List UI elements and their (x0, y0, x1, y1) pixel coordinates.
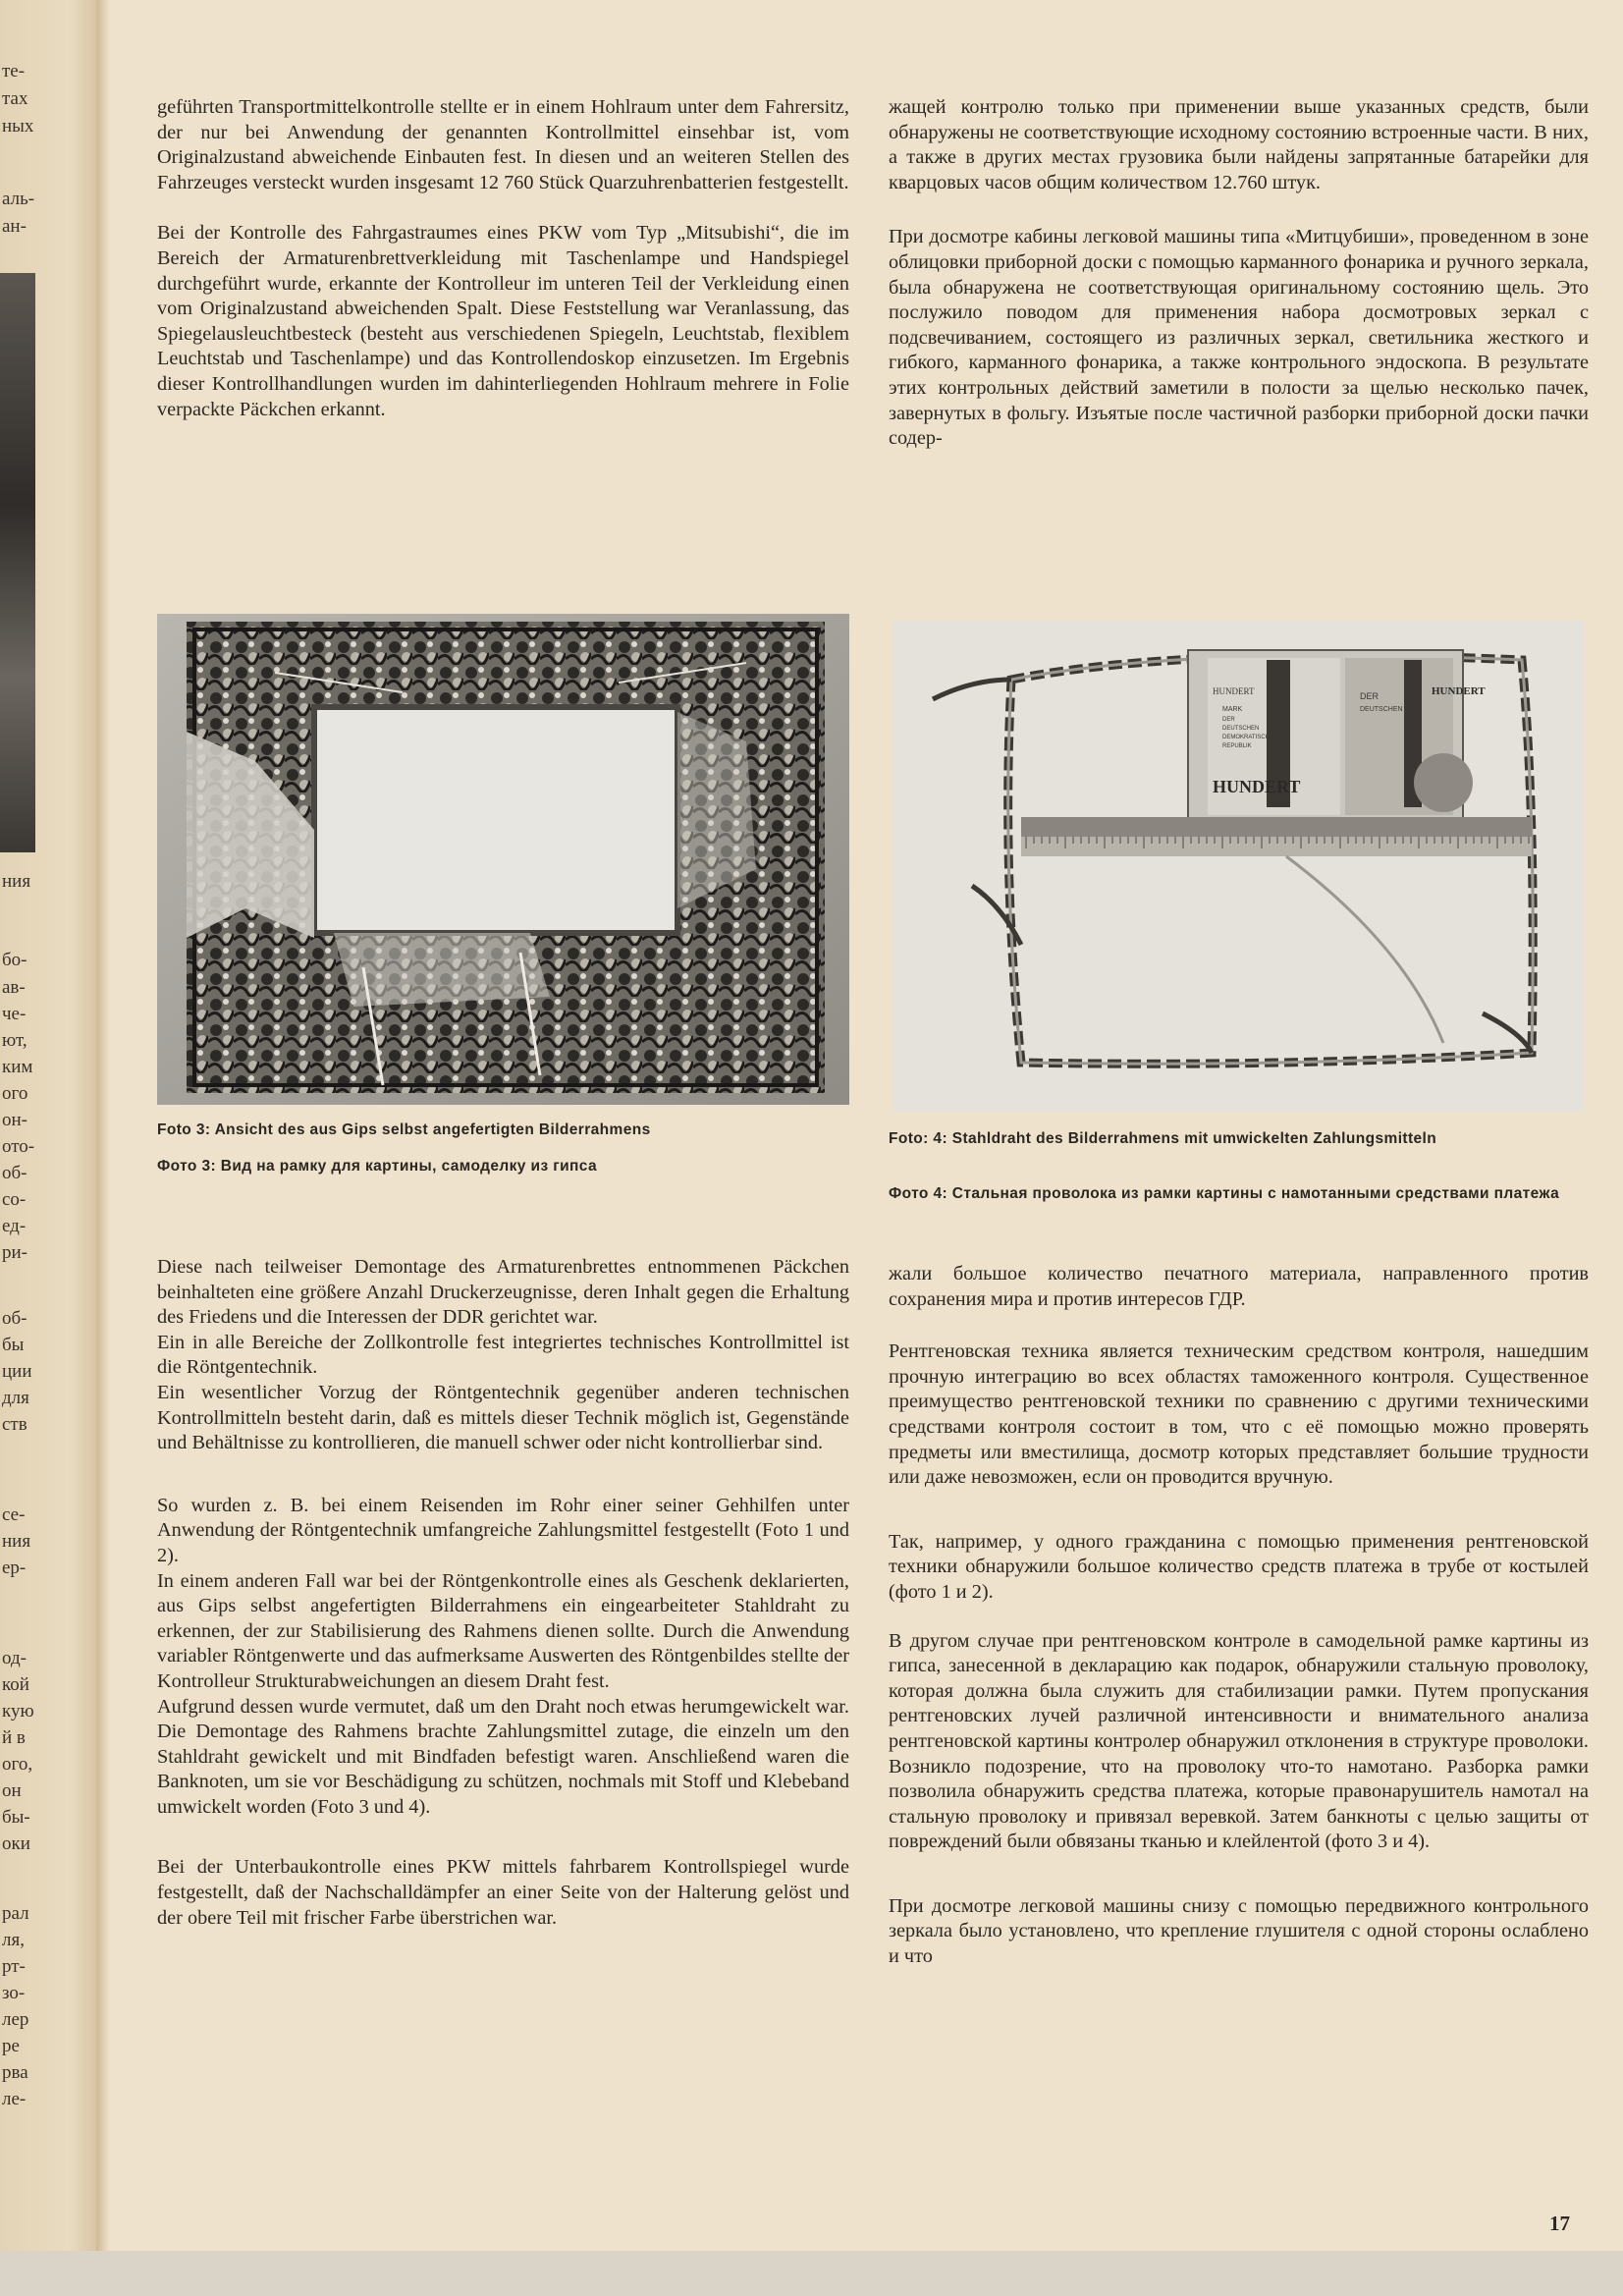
photo-3-caption-russian: Фото 3: Вид на рамку для картины, самоделку из гипса (157, 1158, 598, 1175)
banknote-text: DEMOKRATISCHEN (1222, 735, 1278, 740)
russian-column-bottom (889, 1262, 1589, 1970)
banknote-text: HUNDERT (1432, 685, 1486, 697)
banknote-text: DER (1222, 717, 1235, 723)
scan-bottom-edge (0, 2251, 1623, 2296)
previous-page-fragment: он (2, 1780, 22, 1801)
previous-page-fragment: бы- (2, 1807, 30, 1828)
previous-page-fragment: ют, (2, 1030, 27, 1051)
previous-page-fragment: ных (2, 116, 34, 137)
photo-4-caption-russian: Фото 4: Стальная проволока из рамки картины с намотанными средствами платежа (889, 1185, 1560, 1202)
banknote-text: MARK (1222, 706, 1243, 713)
previous-page-fragment: ер- (2, 1558, 27, 1578)
german-paragraph: In einem anderen Fall war bei der Röntgenkontrolle eines als Geschenk deklarierten, aus Gips selbst angefertigten Bilderrahmens ein eingearbeiteter Stahldraht zu erkennen, der zur Stabilisierung des Rahmens dienen sollte. Durch die Anwendung variabler Röntgenwerte und das aufmerksame Auswerten des Röntgenbildes stellte der Kontrolleur Strukturabweichungen an diesem Draht fest. (157, 1569, 849, 1692)
russian-paragraph: При досмотре легковой машины снизу с помощью передвижного контрольного зеркала было установлено, что крепление глушителя с одной стороны ослаблено и что (889, 1894, 1589, 1968)
previous-page-fragment: кой (2, 1674, 29, 1695)
photo-4-caption-german: Foto: 4: Stahldraht des Bilderrahmens mit umwickelten Zahlungsmitteln (889, 1130, 1437, 1147)
russian-paragraph: При досмотре кабины легковой машины типа «Митцубиши», проведенном в зоне облицовки приборной доски с помощью карманного фонарика и ручного зеркала, была обнаружена не соответствующая оригинальному состоянию щель. Это послужило поводом для применения набора досмотровых зеркал с подсвечиванием, состоящего из различных зеркал, светильника жесткого и гибкого, карманного фонарика, а также контрольного эндоскопа. В результате этих контрольных действий заметили в полости за щелью несколько пачек, завернутых в фольгу. Изъятые после частичной разборки приборной доски пачки содер- (889, 226, 1589, 450)
previous-page-fragment: ния (2, 871, 31, 892)
previous-page-fragment: бо- (2, 950, 27, 970)
previous-page-fragment: од- (2, 1648, 27, 1668)
russian-paragraph: Так, например, у одного гражданина с помощью применения рентгеновской техники обнаружили большое количество средств платежа в трубе от костылей (фото 1 и 2). (889, 1530, 1589, 1603)
russian-paragraph: жали большое количество печатного материала, направленного против сохранения мира и против интересов ГДР. (889, 1263, 1589, 1310)
previous-page-fragment: че- (2, 1004, 27, 1024)
german-paragraph: Bei der Kontrolle des Fahrgastraumes eines PKW vom Typ „Mitsubishi“, die im Bereich der Armaturenbrettverkleidung mit Taschenlampe und Handspiegel durchgeführt wurde, erkannte der Kontrolleur im unteren Teil der Verkleidung einen vom Originalzustand abweichenden Spalt. Diese Feststellung war Veranlassung, das Spiegelausleuchtbesteck (besteht aus verschiedenen Spiegeln, Leuchtstab, flexiblem Leuchtstab und Taschenlampe) und das Kontrollendoskop einzusetzen. Im Ergebnis dieser Kontrollhandlungen wurden im dahinterliegenden Hohlraum mehrere in Folie verpackte Päckchen erkannt. (157, 222, 849, 420)
russian-column-top (889, 95, 1589, 452)
russian-paragraph: жащей контролю только при применении выше указанных средств, были обнаружены не соответствующие исходному состоянию встроенные части. В них, а также в других местах грузовика были найдены запрятанные батарейки для кварцовых часов общим количеством 12.760 штук. (889, 96, 1589, 193)
previous-page-fragment: рал (2, 1903, 29, 1924)
previous-page-fragment: ния (2, 1531, 31, 1552)
german-paragraph: So wurden z. B. bei einem Reisenden im Rohr einer seiner Gehhilfen unter Anwendung der Röntgentechnik umfangreiche Zahlungsmittel festgestellt (Foto 1 und 2). (157, 1494, 849, 1566)
previous-page-fragment: об- (2, 1163, 27, 1183)
banknote-text: DEUTSCHEN (1360, 706, 1403, 713)
banknote-text: REPUBLIK (1222, 743, 1252, 749)
banknote-text: HUNDERT (1213, 686, 1255, 696)
previous-page-fragment: рт- (2, 1956, 26, 1977)
german-paragraph: geführten Transportmittelkontrolle stellte er in einem Hohlraum unter dem Fahrersitz, der nur bei Anwendung der genannten Kontrollmittel einsehbar ist, vom Originalzustand abweichende Einbauten fest. In diesen und an weiteren Stellen des Fahrzeuges versteckt wurden insgesamt 12 760 Stück Quarzuhrenbatterien festgestellt. (157, 96, 849, 193)
german-column-top (157, 95, 849, 422)
previous-page-fragment: со- (2, 1189, 27, 1210)
previous-page-fragment: ого, (2, 1754, 33, 1775)
previous-page-fragment: рва (2, 2062, 28, 2083)
previous-page-edge (0, 0, 98, 2296)
previous-page-fragment: те- (2, 61, 26, 82)
german-paragraph: Ein wesentlicher Vorzug der Röntgentechnik gegenüber anderen technischen Kontrollmitteln besteht darin, daß es mittels dieser Technik möglich ist, Gegenstände und Behältnisse zu kontrollieren, die manuell schwer oder nicht kontrollierbar sind. (157, 1381, 849, 1454)
page-gutter (96, 0, 110, 2296)
banknote-text: DEUTSCHEN (1222, 726, 1260, 732)
previous-page-fragment: ого (2, 1083, 28, 1104)
banknote-text: DER (1360, 691, 1380, 701)
previous-page-fragment: ото- (2, 1136, 35, 1157)
previous-page-fragment: ле- (2, 2089, 27, 2109)
previous-page-fragment: й в (2, 1727, 26, 1748)
german-column-bottom (157, 1255, 849, 1931)
german-paragraph: Aufgrund dessen wurde vermutet, daß um den Draht noch etwas herumgewickelt war. Die Demontage des Rahmens brachte Zahlungsmittel zutage, die einzeln um den Stahldraht gewickelt und mit Bindfaden befestigt waren. Anschließend waren die Banknoten, um sie vor Beschädigung zu schützen, nochmals mit Stoff und Klebeband umwickelt worden (Foto 3 und 4). (157, 1695, 849, 1818)
previous-page-fragment: ств (2, 1414, 27, 1435)
previous-page-fragment: се- (2, 1504, 26, 1525)
previous-page-fragment: об- (2, 1308, 27, 1329)
previous-page-photo-fragment (0, 273, 35, 852)
previous-page-fragment: оки (2, 1833, 30, 1854)
page-number: 17 (1549, 2212, 1570, 2235)
russian-paragraph: В другом случае при рентгеновском контроле в самодельной рамке картины из гипса, занесенной в декларацию как подарок, обнаружили стальную проволоку, которая должна была служить для стабилизации рамки. Путем пропускания рентгеновских лучей различной интенсивности и внимательного анализа рентгеновской картины контролер обнаружил отклонения в структуре проволоки. Возникло подозрение, что на проволоку что-то намотано. Разборка рамки позволила обнаружить средства платежа, которые правонарушитель намотал на стальную проволоку и привязал веревкой. Затем банкноты с целью защиты от повреждений были обвязаны тканью и клейлентой (фото 3 и 4). (889, 1629, 1589, 1853)
previous-page-fragment: ав- (2, 977, 26, 998)
previous-page-fragment: ри- (2, 1242, 27, 1263)
previous-page-fragment: зо- (2, 1983, 26, 2003)
russian-paragraph: Рентгеновская техника является техническим средством контроля, нашедшим прочную интеграцию во всех областях таможенного контроля. Существенное преимущество рентгеновской техники по сравнению с другими техническими средствами контроля состоит в том, что с её помощью можно проверять предметы или вместилища, досмотр которых представляет большие трудности или даже невозможен, если он проводится вручную. (889, 1340, 1589, 1489)
previous-page-fragment: тах (2, 88, 28, 109)
previous-page-fragment: он- (2, 1110, 27, 1130)
photo-3-caption-german: Foto 3: Ansicht des aus Gips selbst angefertigten Bilderrahmens (157, 1121, 651, 1138)
german-paragraph: Ein in alle Bereiche der Zollkontrolle fest integriertes technisches Kontrollmittel ist die Röntgentechnik. (157, 1331, 849, 1379)
previous-page-fragment: бы (2, 1335, 25, 1355)
photo-4-steel-wire-with-banknotes (893, 621, 1584, 1112)
previous-page-fragment: лер (2, 2009, 29, 2030)
previous-page-fragment: ан- (2, 216, 27, 237)
previous-page-fragment: кую (2, 1701, 34, 1722)
previous-page-fragment: ре (2, 2036, 20, 2056)
previous-page-fragment: ким (2, 1057, 33, 1077)
previous-page-fragment: для (2, 1388, 29, 1408)
previous-page-fragment: ед- (2, 1216, 27, 1236)
german-paragraph: Diese nach teilweiser Demontage des Armaturenbrettes entnommenen Päckchen beinhalteten eine größere Anzahl Druckerzeugnisse, deren Inhalt gegen die Erhaltung des Friedens und die Interessen der DDR gerichtet war. (157, 1256, 849, 1329)
banknote-text: HUNDERT (1213, 777, 1301, 796)
previous-page-fragment: аль- (2, 189, 35, 209)
previous-page-fragment: ции (2, 1361, 32, 1382)
german-paragraph: Bei der Unterbaukontrolle eines PKW mittels fahrbarem Kontrollspiegel wurde festgestellt, daß der Nachschalldämpfer an einer Seite von der Halterung gelöst und der obere Teil mit frischer Farbe überstrichen war. (157, 1856, 849, 1929)
previous-page-fragment: ля, (2, 1930, 25, 1950)
photo-3-plaster-frame (157, 614, 849, 1105)
